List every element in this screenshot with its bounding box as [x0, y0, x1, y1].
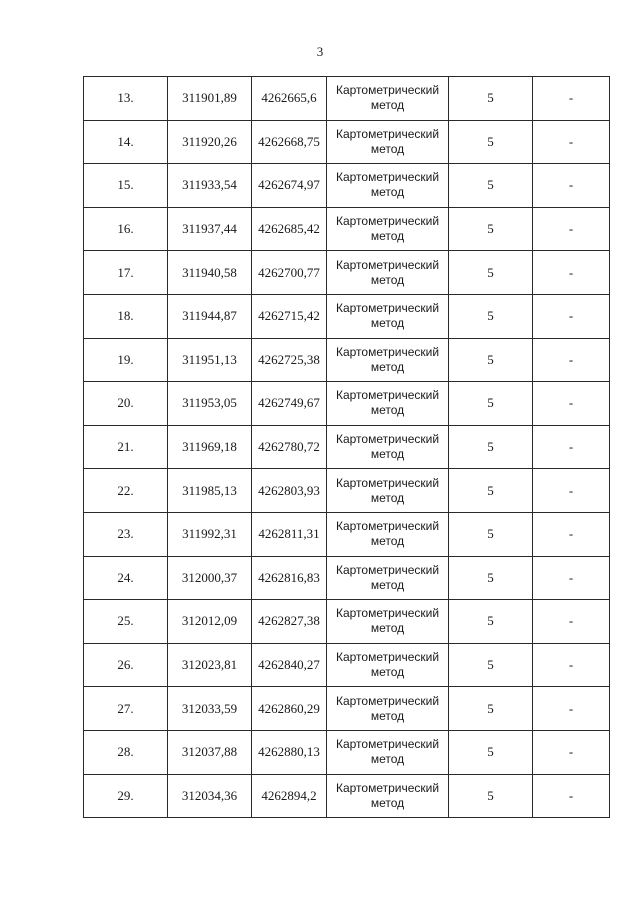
- method-line-2: метод: [370, 98, 405, 113]
- table-row: [84, 251, 610, 295]
- method-cell: [327, 294, 449, 338]
- point-number-cell: 14.: [84, 120, 168, 164]
- x-coordinate-cell: 312012,09: [168, 600, 252, 644]
- note-cell: -: [533, 338, 610, 382]
- accuracy-cell: 5: [449, 77, 533, 121]
- method-line-1: Картометрический: [335, 83, 440, 98]
- accuracy-cell: 5: [449, 600, 533, 644]
- point-number-cell: 16.: [84, 207, 168, 251]
- method-cell: [327, 687, 449, 731]
- table-row: [84, 382, 610, 426]
- method-cell: [327, 120, 449, 164]
- method-line-1: Картометрический: [335, 126, 440, 141]
- method-line-2: метод: [370, 316, 405, 331]
- method-cell: [327, 425, 449, 469]
- method-cell: [327, 251, 449, 295]
- y-coordinate-cell: 4262880,13: [252, 730, 327, 774]
- table-row: [84, 120, 610, 164]
- y-coordinate-cell: 4262725,38: [252, 338, 327, 382]
- accuracy-cell: 5: [449, 512, 533, 556]
- method-line-1: Картометрический: [335, 432, 440, 447]
- coordinates-table-body: [84, 77, 610, 818]
- accuracy-cell: 5: [449, 730, 533, 774]
- point-number-cell: 26.: [84, 643, 168, 687]
- table-row: [84, 77, 610, 121]
- y-coordinate-cell: 4262860,29: [252, 687, 327, 731]
- x-coordinate-cell: 312037,88: [168, 730, 252, 774]
- method-line-1: Картометрический: [335, 388, 440, 403]
- method-line-2: метод: [370, 795, 405, 810]
- accuracy-cell: 5: [449, 382, 533, 426]
- point-number-cell: 22.: [84, 469, 168, 513]
- method-cell: [327, 774, 449, 818]
- point-number-cell: 24.: [84, 556, 168, 600]
- x-coordinate-cell: 312034,36: [168, 774, 252, 818]
- method-cell: [327, 600, 449, 644]
- table-row: [84, 643, 610, 687]
- note-cell: -: [533, 643, 610, 687]
- point-number-cell: 27.: [84, 687, 168, 731]
- note-cell: -: [533, 382, 610, 426]
- accuracy-cell: 5: [449, 469, 533, 513]
- note-cell: -: [533, 774, 610, 818]
- x-coordinate-cell: 311969,18: [168, 425, 252, 469]
- note-cell: -: [533, 469, 610, 513]
- method-line-2: метод: [370, 621, 405, 636]
- table-row: [84, 207, 610, 251]
- method-line-2: метод: [370, 359, 405, 374]
- coordinates-table: [83, 76, 610, 818]
- point-number-cell: 28.: [84, 730, 168, 774]
- x-coordinate-cell: 311901,89: [168, 77, 252, 121]
- method-line-2: метод: [370, 490, 405, 505]
- accuracy-cell: 5: [449, 774, 533, 818]
- method-line-2: метод: [370, 752, 405, 767]
- y-coordinate-cell: 4262749,67: [252, 382, 327, 426]
- x-coordinate-cell: 311992,31: [168, 512, 252, 556]
- point-number-cell: 25.: [84, 600, 168, 644]
- method-line-2: метод: [370, 229, 405, 244]
- method-line-1: Картометрический: [335, 737, 440, 752]
- accuracy-cell: 5: [449, 294, 533, 338]
- y-coordinate-cell: 4262894,2: [252, 774, 327, 818]
- x-coordinate-cell: 311933,54: [168, 164, 252, 208]
- point-number-cell: 15.: [84, 164, 168, 208]
- method-line-2: метод: [370, 141, 405, 156]
- point-number-cell: 13.: [84, 77, 168, 121]
- method-line-1: Картометрический: [335, 562, 440, 577]
- table-row: [84, 425, 610, 469]
- x-coordinate-cell: 311953,05: [168, 382, 252, 426]
- x-coordinate-cell: 311951,13: [168, 338, 252, 382]
- method-cell: [327, 730, 449, 774]
- y-coordinate-cell: 4262665,6: [252, 77, 327, 121]
- note-cell: -: [533, 77, 610, 121]
- y-coordinate-cell: 4262816,83: [252, 556, 327, 600]
- method-line-2: метод: [370, 534, 405, 549]
- note-cell: -: [533, 251, 610, 295]
- table-row: [84, 512, 610, 556]
- x-coordinate-cell: 311944,87: [168, 294, 252, 338]
- method-line-2: метод: [370, 665, 405, 680]
- method-line-1: Картометрический: [335, 257, 440, 272]
- method-cell: [327, 164, 449, 208]
- table-row: [84, 469, 610, 513]
- page-number: 3: [316, 44, 324, 59]
- note-cell: -: [533, 512, 610, 556]
- table-row: [84, 338, 610, 382]
- accuracy-cell: 5: [449, 425, 533, 469]
- method-line-1: Картометрический: [335, 301, 440, 316]
- table-row: [84, 556, 610, 600]
- method-line-2: метод: [370, 185, 405, 200]
- point-number-cell: 23.: [84, 512, 168, 556]
- method-line-1: Картометрический: [335, 693, 440, 708]
- point-number-cell: 29.: [84, 774, 168, 818]
- note-cell: -: [533, 556, 610, 600]
- method-line-1: Картометрический: [335, 214, 440, 229]
- accuracy-cell: 5: [449, 643, 533, 687]
- y-coordinate-cell: 4262685,42: [252, 207, 327, 251]
- accuracy-cell: 5: [449, 556, 533, 600]
- y-coordinate-cell: 4262803,93: [252, 469, 327, 513]
- method-line-1: Картометрический: [335, 519, 440, 534]
- accuracy-cell: 5: [449, 120, 533, 164]
- x-coordinate-cell: 312023,81: [168, 643, 252, 687]
- note-cell: -: [533, 207, 610, 251]
- y-coordinate-cell: 4262715,42: [252, 294, 327, 338]
- accuracy-cell: 5: [449, 687, 533, 731]
- note-cell: -: [533, 730, 610, 774]
- note-cell: -: [533, 600, 610, 644]
- method-cell: [327, 77, 449, 121]
- table-row: [84, 774, 610, 818]
- table-row: [84, 164, 610, 208]
- method-line-1: Картометрический: [335, 170, 440, 185]
- method-cell: [327, 643, 449, 687]
- table-row: [84, 600, 610, 644]
- point-number-cell: 19.: [84, 338, 168, 382]
- table-row: [84, 687, 610, 731]
- x-coordinate-cell: 311940,58: [168, 251, 252, 295]
- method-line-1: Картометрический: [335, 650, 440, 665]
- note-cell: -: [533, 687, 610, 731]
- method-cell: [327, 556, 449, 600]
- method-line-1: Картометрический: [335, 344, 440, 359]
- point-number-cell: 20.: [84, 382, 168, 426]
- method-line-1: Картометрический: [335, 475, 440, 490]
- x-coordinate-cell: 312033,59: [168, 687, 252, 731]
- note-cell: -: [533, 294, 610, 338]
- accuracy-cell: 5: [449, 207, 533, 251]
- note-cell: -: [533, 120, 610, 164]
- point-number-cell: 17.: [84, 251, 168, 295]
- note-cell: -: [533, 425, 610, 469]
- method-line-1: Картометрический: [335, 606, 440, 621]
- method-line-2: метод: [370, 272, 405, 287]
- method-cell: [327, 512, 449, 556]
- method-line-2: метод: [370, 577, 405, 592]
- method-line-2: метод: [370, 403, 405, 418]
- y-coordinate-cell: 4262840,27: [252, 643, 327, 687]
- y-coordinate-cell: 4262668,75: [252, 120, 327, 164]
- table-row: [84, 294, 610, 338]
- method-cell: [327, 469, 449, 513]
- point-number-cell: 21.: [84, 425, 168, 469]
- accuracy-cell: 5: [449, 338, 533, 382]
- method-line-2: метод: [370, 447, 405, 462]
- x-coordinate-cell: 311920,26: [168, 120, 252, 164]
- y-coordinate-cell: 4262700,77: [252, 251, 327, 295]
- method-line-2: метод: [370, 708, 405, 723]
- method-cell: [327, 382, 449, 426]
- x-coordinate-cell: 311937,44: [168, 207, 252, 251]
- method-line-1: Картометрический: [335, 780, 440, 795]
- y-coordinate-cell: 4262780,72: [252, 425, 327, 469]
- table-row: [84, 730, 610, 774]
- y-coordinate-cell: 4262674,97: [252, 164, 327, 208]
- method-cell: [327, 338, 449, 382]
- method-cell: [327, 207, 449, 251]
- accuracy-cell: 5: [449, 251, 533, 295]
- y-coordinate-cell: 4262827,38: [252, 600, 327, 644]
- y-coordinate-cell: 4262811,31: [252, 512, 327, 556]
- note-cell: -: [533, 164, 610, 208]
- point-number-cell: 18.: [84, 294, 168, 338]
- accuracy-cell: 5: [449, 164, 533, 208]
- x-coordinate-cell: 312000,37: [168, 556, 252, 600]
- x-coordinate-cell: 311985,13: [168, 469, 252, 513]
